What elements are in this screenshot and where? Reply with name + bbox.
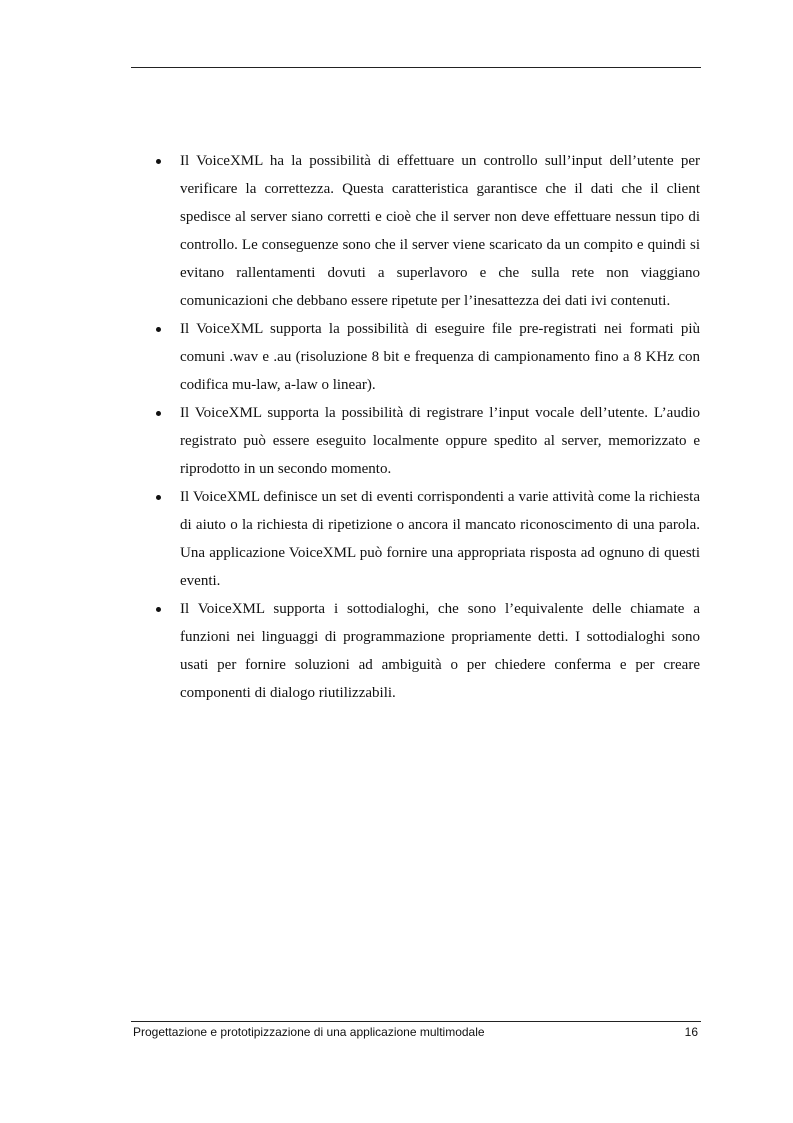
bullet-icon [156,159,161,164]
bullet-icon [156,607,161,612]
list-item-text: Il VoiceXML definisce un set di eventi corrispondenti a varie attività come la richiesta di aiuto o la richiesta di ripetizione o ancora il mancato riconoscimento di una parola. Una applicazione VoiceXML può fornire una appropriata risposta ad ognuno di questi eventi. [180,489,700,589]
list-item-text: Il VoiceXML ha la possibilità di effettuare un controllo sull’input dell’utente per verificare la correttezza. Questa caratteristica garantisce che il dati che il client spedisce al server siano corretti e cioè che il server non deve effettuare nessun tipo di controllo. Le conseguenze sono che il server viene scaricato da un compito e quindi si evitano rallentamenti dovuti a superlavoro e che sulla rete non viaggiano comunicazioni che debbano essere ripetute per l’inesattezza dei dati ivi contenuti. [180,153,700,309]
header-divider [131,67,701,68]
list-item [147,315,700,399]
feature-bullet-list [147,147,700,707]
bullet-icon [156,495,161,500]
list-item [147,483,700,595]
list-item [147,399,700,483]
list-item-text: Il VoiceXML supporta la possibilità di eseguire file pre-registrati nei formati più comuni .wav e .au (risoluzione 8 bit e frequenza di campionamento fino a 8 KHz con codifica mu-law, a-law o linear). [180,321,700,393]
bullet-icon [156,411,161,416]
footer-divider [131,1021,701,1022]
list-item-text: Il VoiceXML supporta i sottodialoghi, che sono l’equivalente delle chiamate a funzioni nei linguaggi di programmazione propriamente detti. I sottodialoghi sono usati per fornire soluzioni ad ambiguità o per chiedere conferma e per creare componenti di dialogo riutilizzabili. [180,601,700,701]
list-item-text: Il VoiceXML supporta la possibilità di registrare l’input vocale dell’utente. L’audio registrato può essere eseguito localmente oppure spedito al server, memorizzato e riprodotto in un secondo momento. [180,405,700,477]
list-item [147,595,700,707]
footer-document-title: Progettazione e prototipizzazione di una applicazione multimodale [133,1025,485,1039]
list-item [147,147,700,315]
bullet-icon [156,327,161,332]
page-number: 16 [684,1025,698,1039]
